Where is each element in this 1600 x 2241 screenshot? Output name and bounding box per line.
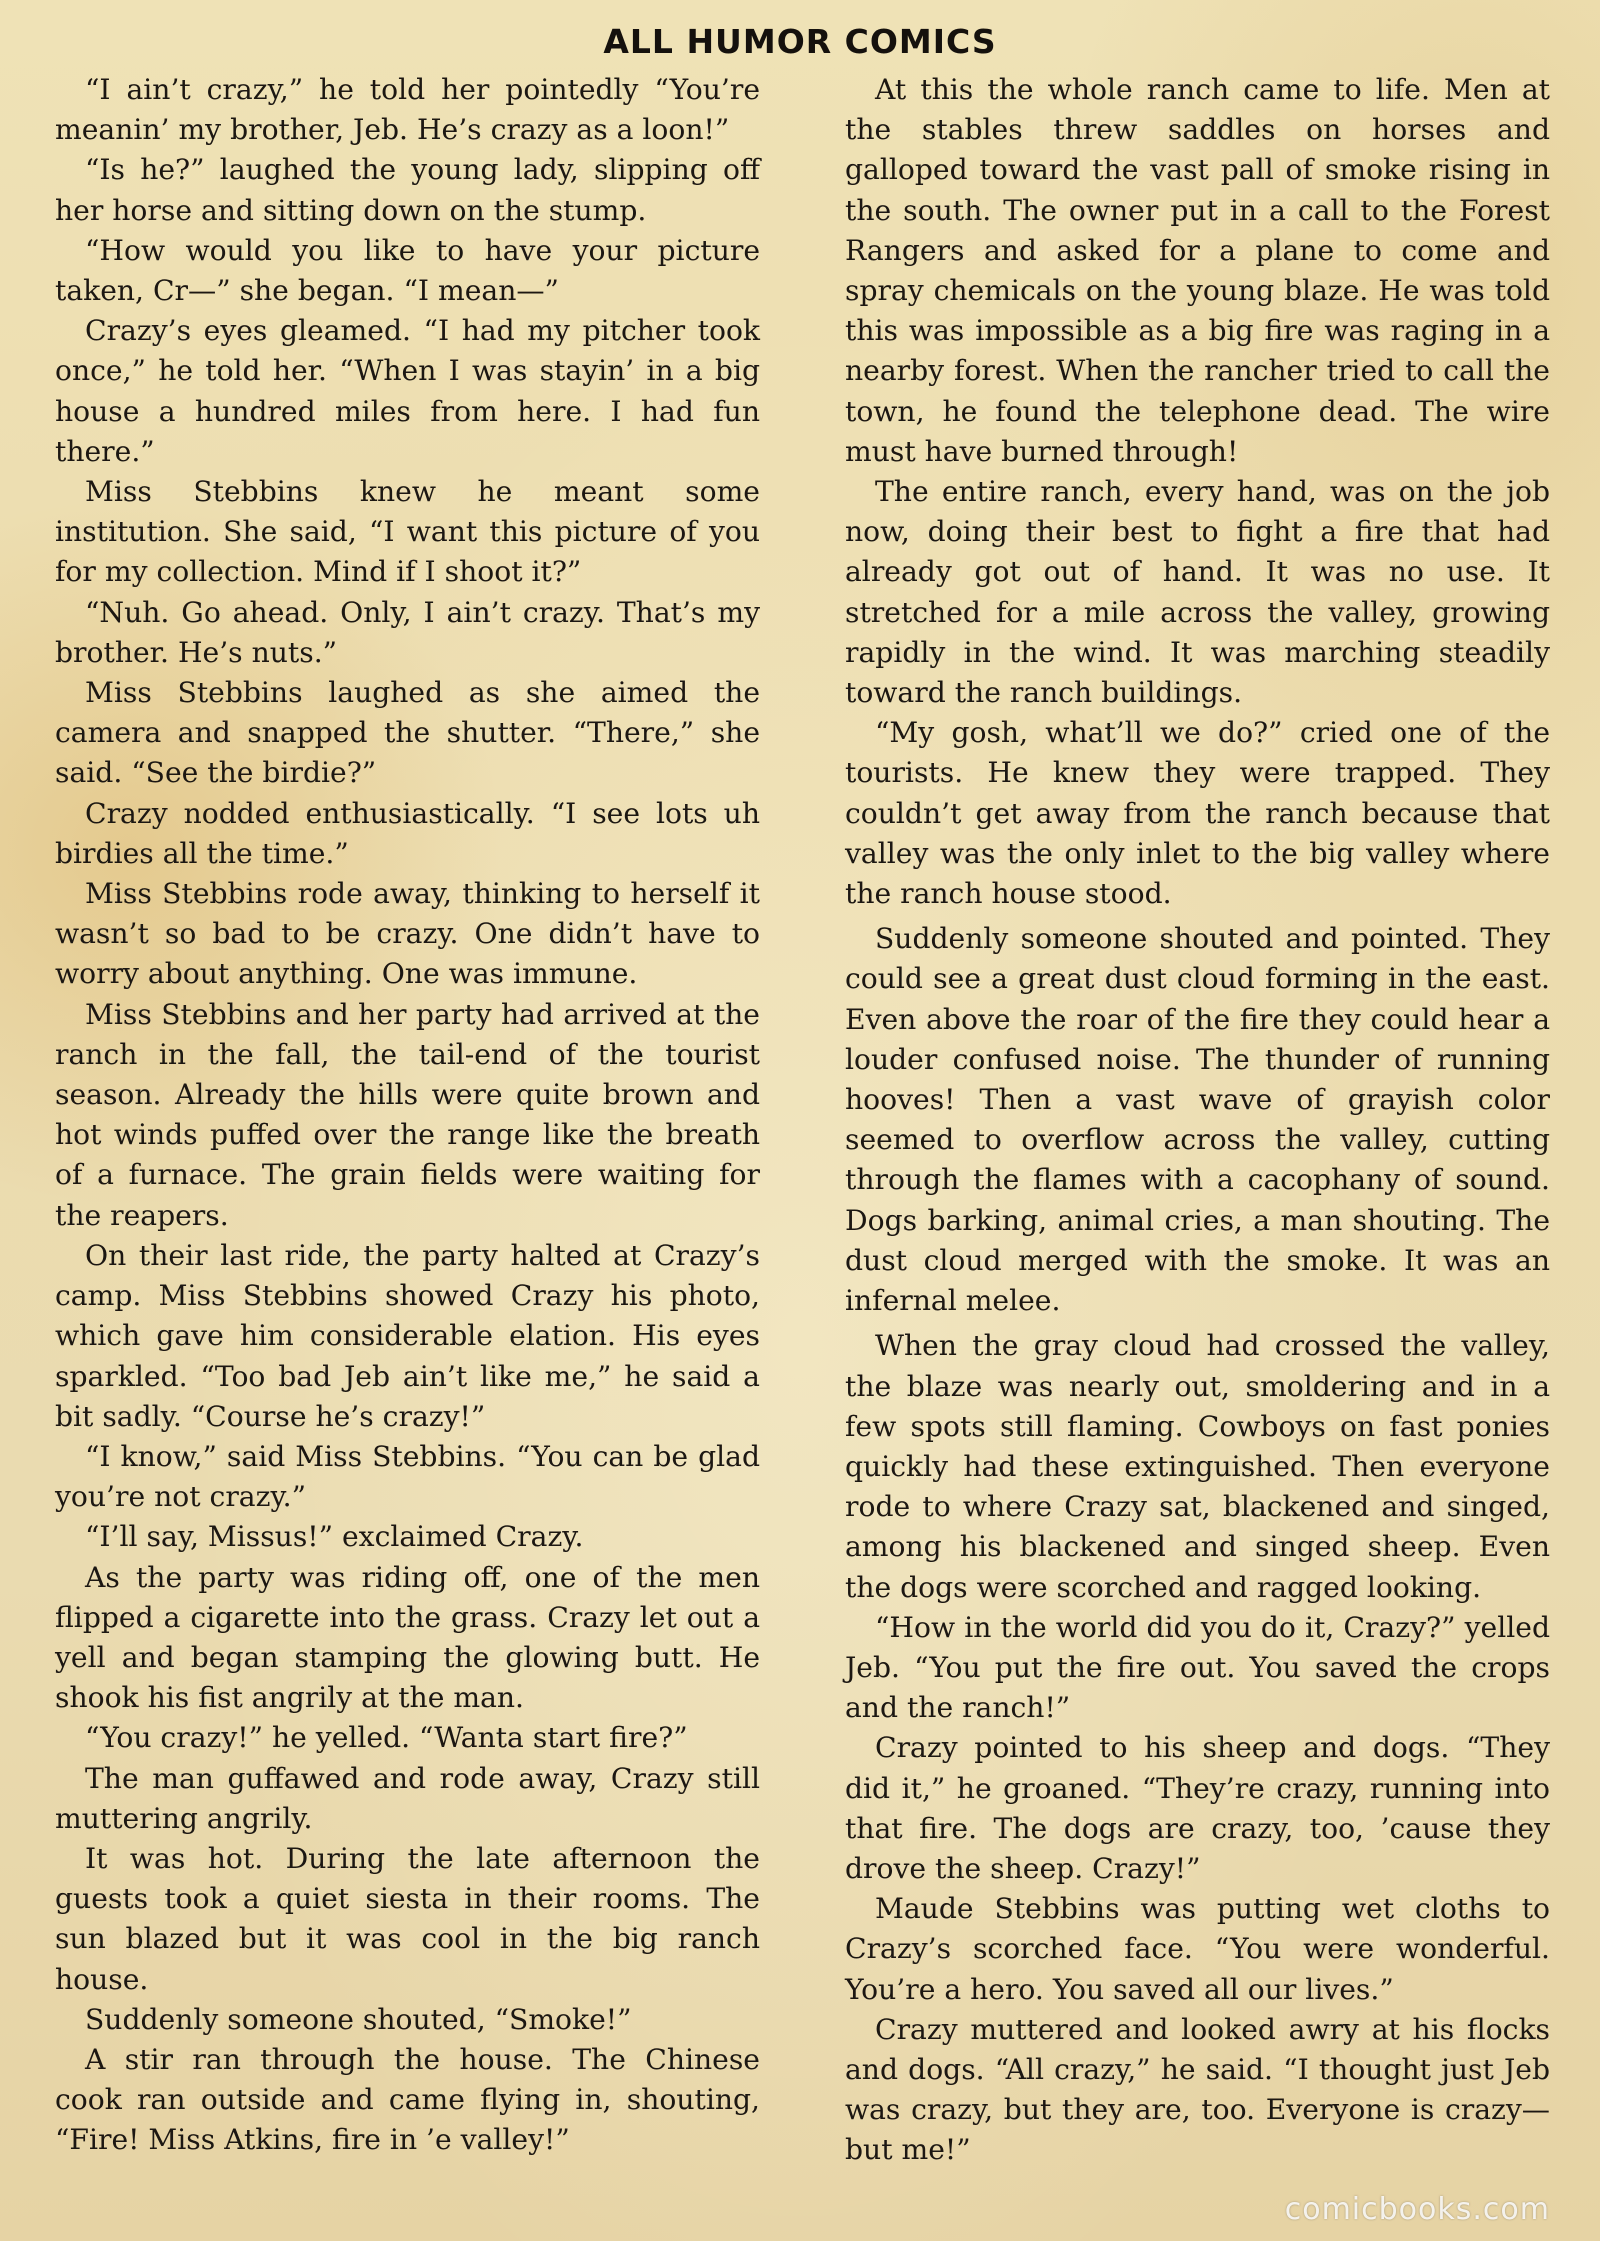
left-text-column <box>55 70 760 2161</box>
paragraph: “I’ll say, Missus!” exclaimed Crazy. <box>85 1520 584 1554</box>
paragraph: “My gosh, what’ll we do?” cried one of the tourists. He knew they were trapped. They couldn’t get away from the ranch because that valley was the only inlet to the big valley where the ranch house stood. <box>845 716 1550 911</box>
paragraph: Suddenly someone shouted, “Smoke!” <box>85 2002 632 2036</box>
paragraph: Miss Stebbins and her party had arrived at the ranch in the fall, the tail-end of the tourist season. Already the hills were quite brown and hot winds puffed over the range like the breath of a furnace. The grain fields were waiting for the reapers. <box>55 997 760 1232</box>
paragraph: “How would you like to have your picture taken, Cr—” she began. “I mean—” <box>55 233 760 308</box>
paragraph: Miss Stebbins knew he meant some institution. She said, “I want this picture of you for my collection. Mind if I shoot it?” <box>55 475 760 589</box>
paragraph: On their last ride, the party halted at Crazy’s camp. Miss Stebbins showed Crazy his photo, which gave him considerable elation. His eyes sparkled. “Too bad Jeb ain’t like me,” he said a bit sadly. “Course he’s crazy!” <box>55 1238 760 1433</box>
watermark: comicbooks.com <box>1284 2192 1550 2227</box>
paragraph: Crazy pointed to his sheep and dogs. “They did it,” he groaned. “They’re crazy, running into that fire. The dogs are crazy, too, ’cause they drove the sheep. Crazy!” <box>845 1731 1550 1885</box>
paragraph: When the gray cloud had crossed the valley, the blaze was nearly out, smoldering and in a few spots still flaming. Cowboys on fast ponies quickly had these extinguished. Then everyone rode to where Crazy sat, blackened and singed, among his blackened and singed sheep. Even the dogs were scorched and ragged looking. <box>845 1329 1550 1604</box>
paragraph: “Is he?” laughed the young lady, slipping off her horse and sitting down on the stump. <box>55 153 760 227</box>
right-text-column <box>845 70 1550 2171</box>
paragraph: A stir ran through the house. The Chinese cook ran outside and came flying in, shouting, “Fire! Miss Atkins, fire in ’e valley!” <box>55 2042 760 2157</box>
paragraph: Suddenly someone shouted and pointed. They could see a great dust cloud forming in the east. Even above the roar of the fire they could hear a louder confused noise. The thunder of running hooves! Then a vast wave of grayish color seemed to overflow across the valley, cutting through the flames with a cacophany of sound. Dogs barking, animal cries, a man shouting. The dust cloud merged with the smoke. It was an infernal melee. <box>845 922 1550 1318</box>
paragraph: “I ain’t crazy,” he told her pointedly “You’re meanin’ my brother, Jeb. He’s crazy as a loon!” <box>55 73 760 147</box>
paragraph: The entire ranch, every hand, was on the job now, doing their best to fight a fire that had already got out of hand. It was no use. It stretched for a mile across the valley, growing rapidly in the wind. It was marching steadily toward the ranch buildings. <box>845 475 1550 710</box>
paragraph: Maude Stebbins was putting wet cloths to Crazy’s scorched face. “You were wonderful. You’re a hero. You saved all our lives.” <box>845 1892 1550 2006</box>
paragraph: Crazy muttered and looked awry at his flocks and dogs. “All crazy,” he said. “I thought just Jeb was crazy, but they are, too. Everyone is crazy—but me!” <box>845 2012 1550 2167</box>
paragraph: Crazy’s eyes gleamed. “I had my pitcher took once,” he told her. “When I was stayin’ in a big house a hundred miles from here. I had fun there.” <box>55 314 760 468</box>
paragraph: As the party was riding off, one of the men flipped a cigarette into the grass. Crazy let out a yell and began stamping the glowing butt. He shook his fist angrily at the man. <box>55 1560 760 1715</box>
page-header: ALL HUMOR COMICS <box>603 22 997 61</box>
paragraph: “You crazy!” he yelled. “Wanta start fire?” <box>85 1721 688 1755</box>
paragraph: “I know,” said Miss Stebbins. “You can be glad you’re not crazy.” <box>55 1439 760 1514</box>
paragraph: Crazy nodded enthusiastically. “I see lots uh birdies all the time.” <box>55 796 760 870</box>
paragraph: Miss Stebbins rode away, thinking to herself it wasn’t so bad to be crazy. One didn’t have to worry about anything. One was immune. <box>55 877 760 991</box>
paragraph: “How in the world did you do it, Crazy?” yelled Jeb. “You put the fire out. You saved the crops and the ranch!” <box>845 1610 1550 1725</box>
paragraph: “Nuh. Go ahead. Only, I ain’t crazy. That’s my brother. He’s nuts.” <box>55 595 760 669</box>
paragraph: It was hot. During the late afternoon the guests took a quiet siesta in their rooms. The sun blazed but it was cool in the big ranch house. <box>55 1841 760 1996</box>
paragraph: The man guffawed and rode away, Crazy still muttering angrily. <box>55 1761 760 1835</box>
paragraph: At this the whole ranch came to life. Men at the stables threw saddles on horses and galloped toward the vast pall of smoke rising in the south. The owner put in a call to the Forest Rangers and asked for a plane to come and spray chemicals on the young blaze. He was told this was impossible as a big fire was raging in a nearby forest. When the rancher tried to call the town, he found the telephone dead. The wire must have burned through! <box>845 73 1550 468</box>
paragraph: Miss Stebbins laughed as she aimed the camera and snapped the shutter. “There,” she said. “See the birdie?” <box>55 676 760 790</box>
